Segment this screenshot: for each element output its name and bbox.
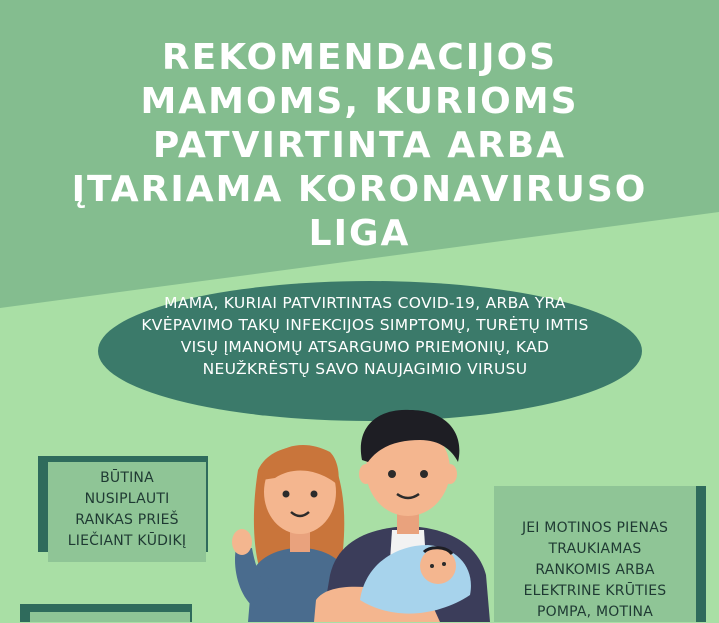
intro-line: MAMA, KURIAI PATVIRTINTAS COVID-19, ARBA YRA (164, 294, 566, 312)
card-left-text (48, 468, 206, 552)
title-line: MAMOMS, KURIOMS (140, 81, 579, 122)
intro-line: VISŲ ĮMANOMŲ ATSARGUMO PRIEMONIŲ, KAD (180, 338, 550, 356)
title-line: LIGA (308, 213, 411, 254)
title-line: REKOMENDACIJOS (161, 37, 558, 78)
title-line: ĮTARIAMA KORONAVIRUSO (71, 169, 648, 210)
card-right-line: JEI MOTINOS PIENAS (521, 520, 669, 536)
card-right-line: TRAUKIAMAS (548, 541, 642, 557)
card-right-line: POMPA, MOTINA (537, 604, 653, 620)
page-title (0, 36, 719, 256)
card-bottom-left (20, 604, 192, 622)
card-left-line: LIEČIANT KŪDIKĮ (67, 533, 187, 549)
card-left-line: RANKAS PRIEŠ (75, 512, 179, 528)
card-left-line: NUSIPLAUTI (84, 491, 170, 507)
title-line: PATVIRTINTA ARBA (152, 125, 567, 166)
card-right-line: RANKOMIS ARBA (535, 562, 655, 578)
intro-text (100, 292, 630, 380)
intro-line: NEUŽKRĖSTŲ SAVO NAUJAGIMIO VIRUSU (202, 360, 528, 378)
intro-line: KVĖPAVIMO TAKŲ INFEKCIJOS SIMPTOMŲ, TURĖTŲ IMTIS (141, 316, 589, 334)
card-right-text (494, 518, 696, 623)
card-left-line: BŪTINA (100, 470, 154, 486)
card-right-line: ELEKTRINE KRŪTIES (523, 583, 667, 599)
